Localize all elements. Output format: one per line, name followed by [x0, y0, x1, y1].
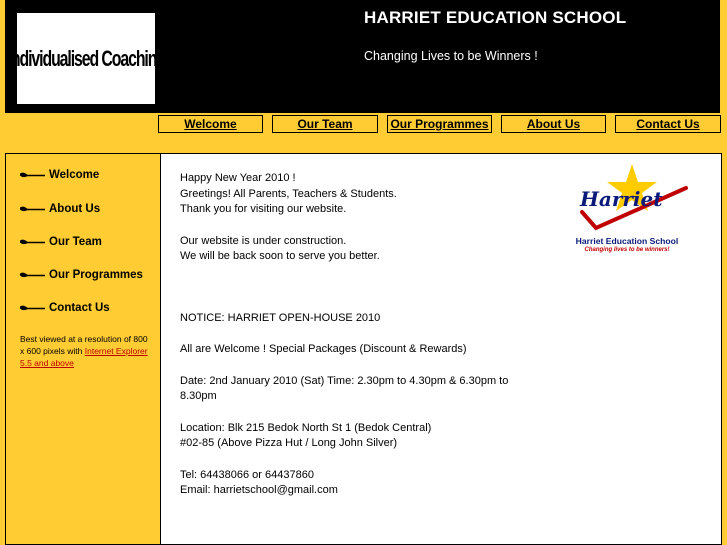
star-logo-icon: [556, 162, 698, 236]
location-line: Location: Blk 215 Bedok North St 1 (Bedok Central): [180, 421, 432, 434]
brand-subtitle: Changing lives to be winners!: [584, 247, 670, 253]
construction-line: We will be back soon to serve you better.: [180, 250, 380, 262]
sidebar-item-our-programmes[interactable]: [20, 269, 143, 281]
sidebar-item-label: Welcome: [49, 169, 100, 181]
logo-text: Individualised Coaching: [7, 45, 165, 71]
sidebar-item-label: Our Programmes: [49, 269, 143, 281]
nav-about-us[interactable]: About Us: [501, 115, 606, 133]
notice-heading: NOTICE: HARRIET OPEN-HOUSE 2010: [180, 311, 381, 324]
school-title: HARRIET EDUCATION SCHOOL: [364, 8, 627, 27]
email-line: Email: harrietschool@gmail.com: [180, 484, 338, 496]
header-banner: [5, 0, 720, 113]
sidebar-item-contact-us[interactable]: [20, 302, 110, 314]
greeting-line: Greetings! All Parents, Teachers & Students.: [180, 187, 397, 200]
nav-our-programmes[interactable]: Our Programmes: [387, 115, 492, 133]
sidebar-item-our-team[interactable]: [20, 236, 102, 248]
arrow-icon: [20, 304, 46, 313]
sidebar-item-about-us[interactable]: [20, 203, 100, 215]
nav-contact-us[interactable]: Contact Us: [615, 115, 721, 133]
sidebar-item-welcome[interactable]: [20, 169, 99, 181]
tel-line: Tel: 64438066 or 64437860: [180, 468, 314, 481]
nav-our-team[interactable]: Our Team: [272, 115, 378, 133]
sidebar-item-label: Our Team: [49, 236, 102, 248]
header-logo: [7, 13, 165, 104]
arrow-icon: [20, 238, 46, 247]
resolution-note: [20, 333, 150, 369]
resolution-note-text: Best viewed at a resolution of 800 x 600 pixels with: [20, 334, 148, 356]
main-panel: [5, 153, 722, 545]
content-area: [180, 171, 530, 499]
arrow-icon: [20, 271, 46, 280]
date-line: Date: 2nd January 2010 (Sat) Time: 2.30pm to 4.30pm & 6.30pm to 8.30pm: [180, 374, 509, 402]
sidebar-item-label: About Us: [49, 203, 101, 215]
sidebar: [6, 154, 161, 544]
welcome-line: All are Welcome ! Special Packages (Discount & Rewards): [180, 343, 467, 355]
brand-name: Harriet Education School: [575, 236, 679, 246]
location-line: #02-85 (Above Pizza Hut / Long John Silver): [180, 437, 398, 449]
tagline: Changing Lives to be Winners !: [364, 49, 538, 63]
arrow-icon: [20, 205, 46, 214]
arrow-icon: [20, 171, 46, 180]
construction-line: Our website is under construction.: [180, 234, 347, 247]
brand-logo: [556, 162, 698, 258]
brand-script-text: Harriet: [580, 187, 663, 211]
sidebar-item-label: Contact Us: [49, 302, 110, 314]
browser-link[interactable]: Internet Explorer 5.5 and above: [20, 346, 148, 368]
nav-welcome[interactable]: Welcome: [158, 115, 263, 133]
greeting-line: Happy New Year 2010 !: [180, 172, 296, 184]
greeting-line: Thank you for visiting our website.: [180, 203, 347, 215]
